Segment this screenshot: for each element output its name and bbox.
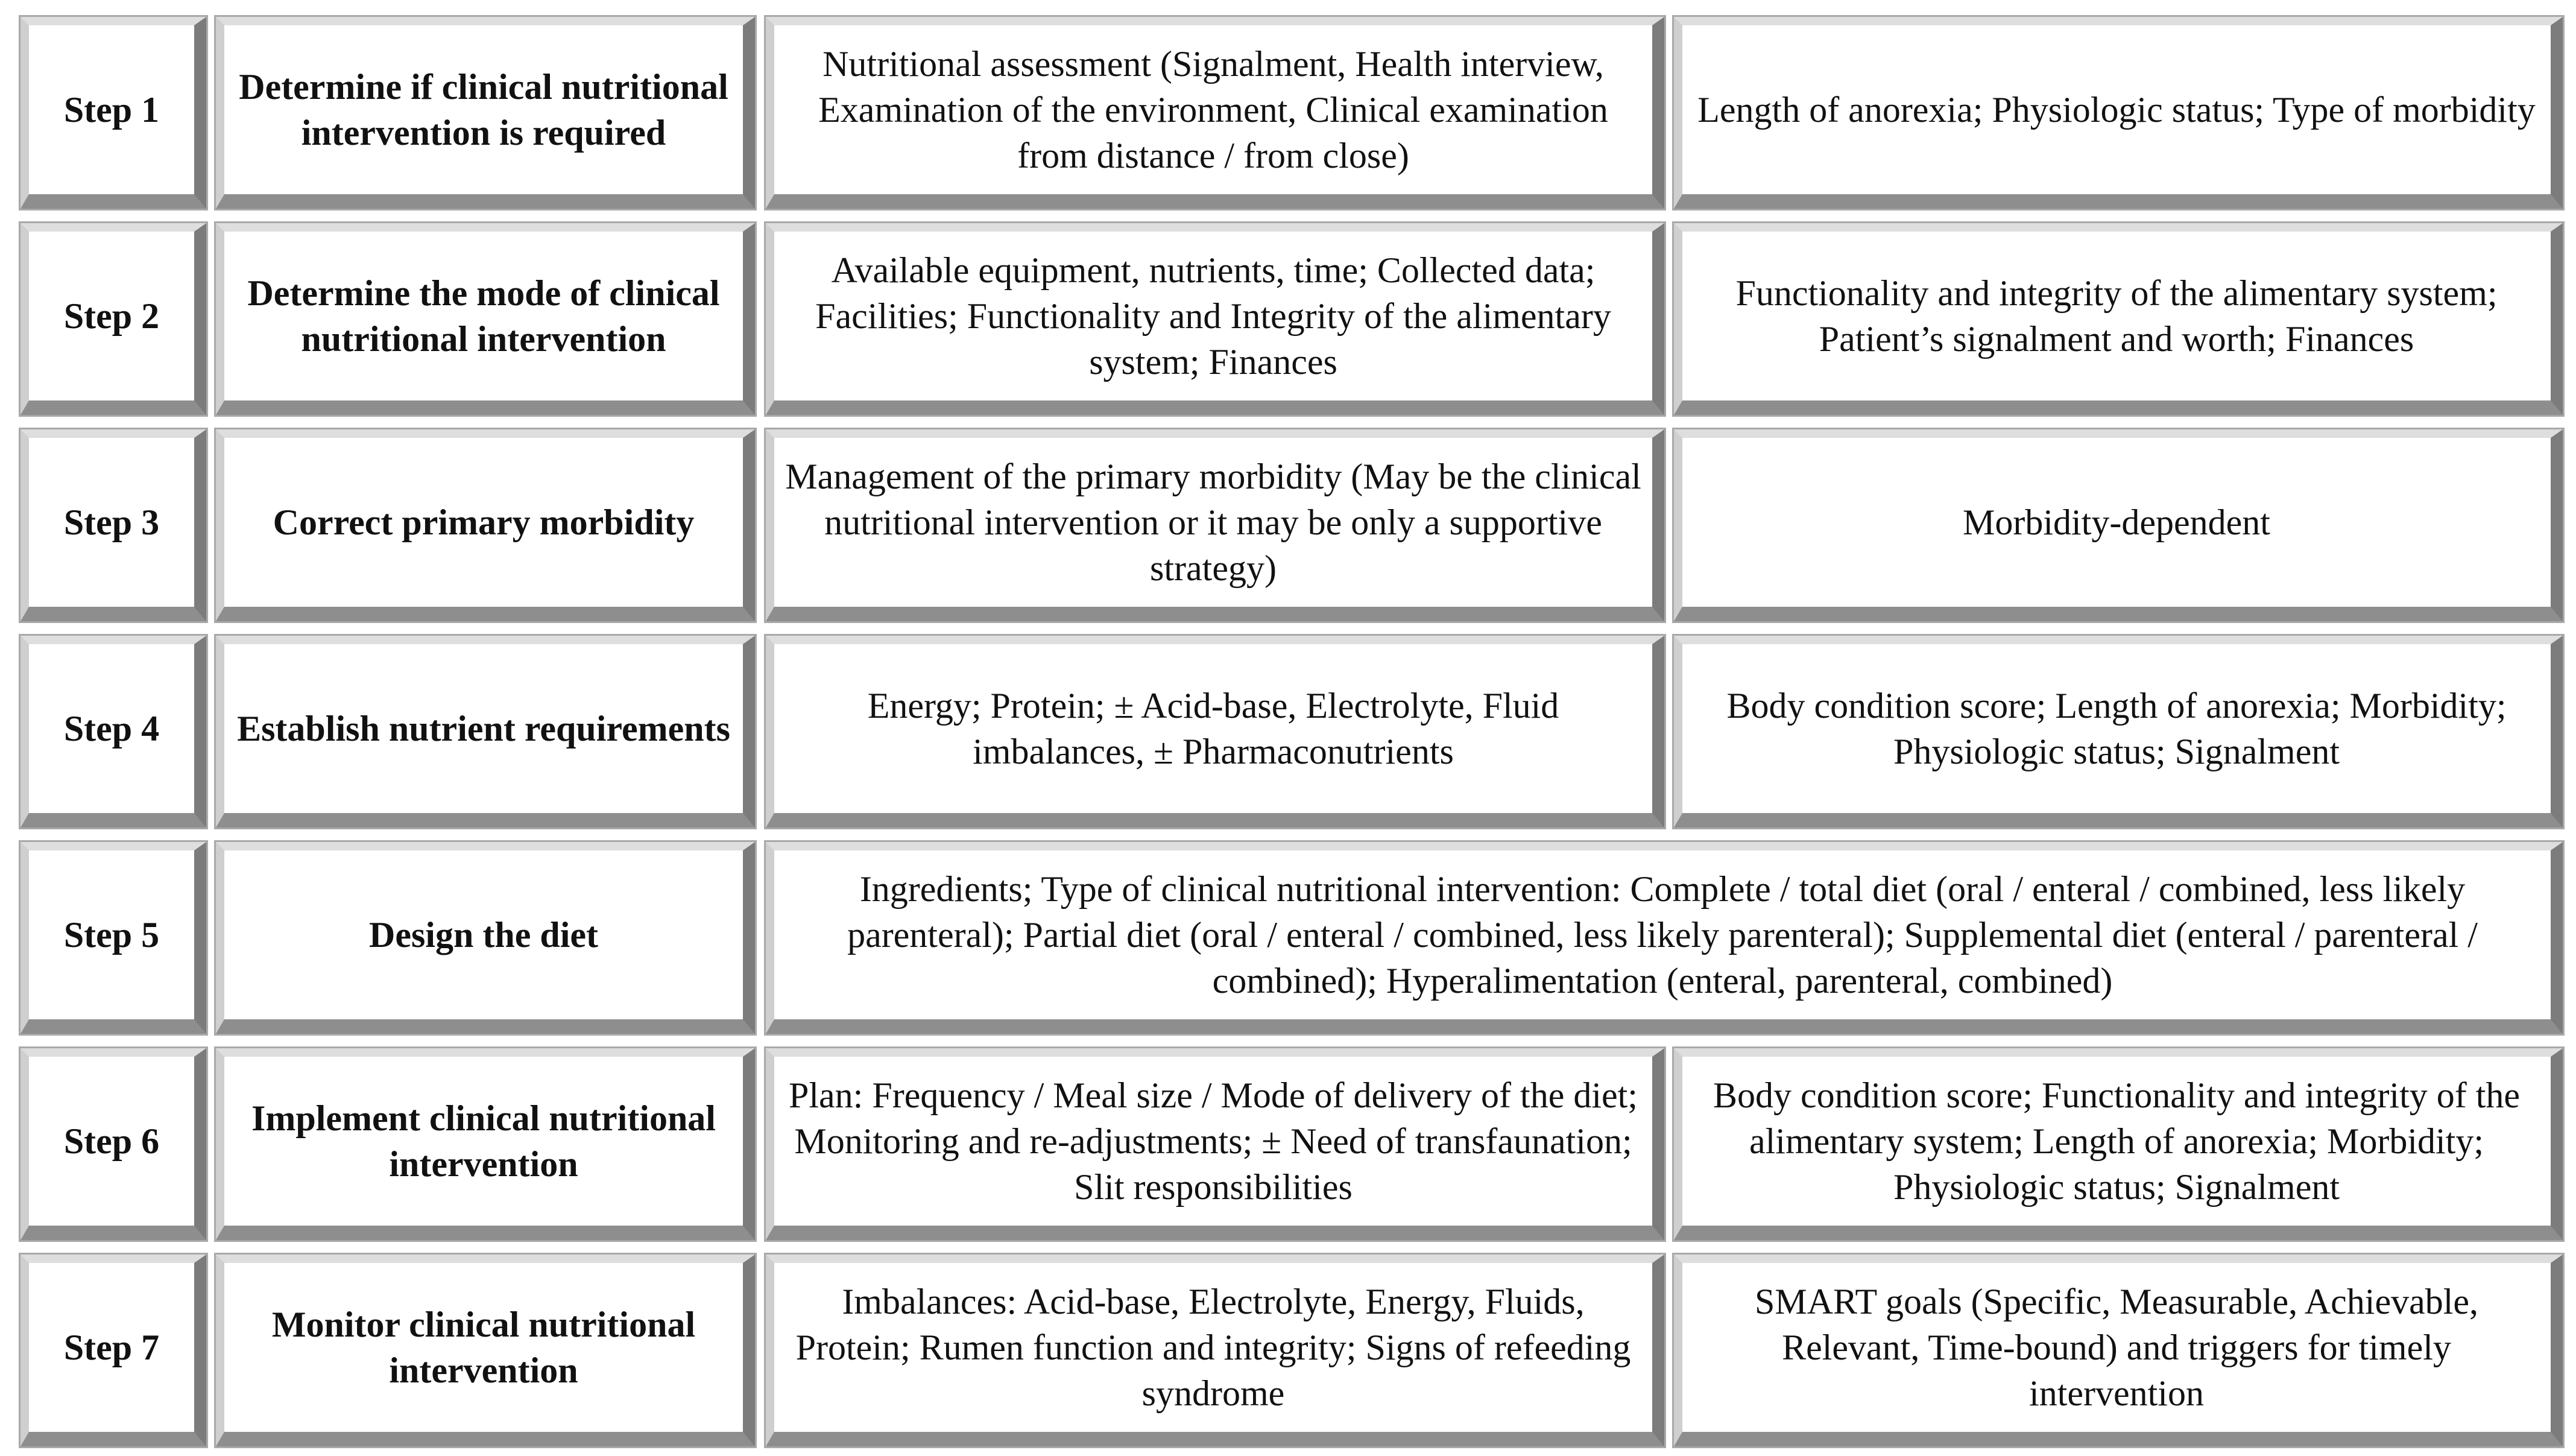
step-action-box bbox=[216, 17, 755, 209]
step-factors: Length of anorexia; Physiologic status; Type of morbidity bbox=[1697, 90, 2536, 130]
step-row-5 bbox=[0, 842, 2576, 1034]
step-action: Determine if clinical nutritional intervention is required bbox=[239, 67, 728, 153]
step-action: Determine the mode of clinical nutritional intervention bbox=[247, 273, 720, 359]
step-factors-box bbox=[1674, 223, 2563, 415]
step-factors-box bbox=[1674, 636, 2563, 828]
step-considerations-box bbox=[766, 429, 1664, 621]
step-row-3 bbox=[0, 429, 2576, 621]
step-label-box bbox=[21, 17, 206, 209]
step-action: Monitor clinical nutritional intervention bbox=[271, 1305, 696, 1390]
step-action: Design the diet bbox=[369, 915, 598, 955]
step-row-6 bbox=[0, 1048, 2576, 1240]
step-action-box bbox=[216, 1048, 755, 1240]
step-label: Step 2 bbox=[63, 296, 160, 336]
step-label: Step 7 bbox=[63, 1328, 160, 1367]
step-considerations: Energy; Protein; ± Acid-base, Electrolyte, Fluid imbalances, ± Pharmaconutrients bbox=[867, 686, 1559, 771]
step-row-4 bbox=[0, 636, 2576, 828]
step-considerations-box bbox=[766, 1255, 1664, 1446]
step-considerations: Management of the primary morbidity (May be the clinical nutritional intervention or it may be only a supportive strategy) bbox=[785, 457, 1641, 588]
step-considerations: Available equipment, nutrients, time; Collected data; Facilities; Functionality and Integrity of the alimentary system; Finances bbox=[815, 250, 1611, 382]
step-action: Correct primary morbidity bbox=[273, 502, 695, 542]
step-details-box bbox=[766, 842, 2563, 1034]
step-action: Establish nutrient requirements bbox=[237, 709, 730, 749]
step-label-box bbox=[21, 1255, 206, 1446]
step-considerations-box bbox=[766, 636, 1664, 828]
step-factors: Morbidity-dependent bbox=[1963, 502, 2270, 542]
step-action-box bbox=[216, 223, 755, 415]
step-action-box bbox=[216, 636, 755, 828]
step-label: Step 5 bbox=[63, 915, 160, 955]
step-considerations-box bbox=[766, 1048, 1664, 1240]
step-factors: Body condition score; Length of anorexia; Morbidity; Physiologic status; Signalment bbox=[1726, 686, 2507, 771]
step-label-box bbox=[21, 1048, 206, 1240]
step-action-box bbox=[216, 842, 755, 1034]
step-label: Step 3 bbox=[63, 502, 160, 542]
step-factors-box bbox=[1674, 1048, 2563, 1240]
step-factors-box bbox=[1674, 17, 2563, 209]
step-considerations: Nutritional assessment (Signalment, Health interview, Examination of the environment, Clinical examination from distance / from close) bbox=[818, 44, 1608, 176]
step-row-2 bbox=[0, 223, 2576, 415]
step-details: Ingredients; Type of clinical nutritional intervention: Complete / total diet (oral / enteral / combined, less likely parenteral); Partial diet (oral / enteral / combined, less likely parenteral); Supplemental diet (enteral / parenteral / combined); Hyperalimentation (enteral, parenteral, combined) bbox=[847, 869, 2478, 1001]
step-factors-box bbox=[1674, 1255, 2563, 1446]
step-factors: SMART goals (Specific, Measurable, Achievable, Relevant, Time-bound) and triggers for timely intervention bbox=[1755, 1282, 2478, 1413]
step-label-box bbox=[21, 636, 206, 828]
step-label: Step 4 bbox=[63, 709, 160, 749]
step-action: Implement clinical nutritional intervention bbox=[251, 1098, 716, 1184]
step-factors: Functionality and integrity of the alimentary system; Patient’s signalment and worth; Finances bbox=[1735, 273, 2498, 359]
step-label: Step 6 bbox=[63, 1121, 160, 1161]
step-label: Step 1 bbox=[63, 90, 160, 130]
step-action-box bbox=[216, 1255, 755, 1446]
step-row-7 bbox=[0, 1255, 2576, 1446]
step-considerations: Imbalances: Acid-base, Electrolyte, Energy, Fluids, Protein; Rumen function and integrity; Signs of refeeding syndrome bbox=[795, 1282, 1631, 1413]
step-label-box bbox=[21, 223, 206, 415]
step-label-box bbox=[21, 842, 206, 1034]
step-considerations-box bbox=[766, 17, 1664, 209]
step-factors-box bbox=[1674, 429, 2563, 621]
step-action-box bbox=[216, 429, 755, 621]
step-row-1 bbox=[0, 17, 2576, 209]
step-factors: Body condition score; Functionality and integrity of the alimentary system; Length of anorexia; Morbidity; Physiologic status; Signalment bbox=[1713, 1075, 2521, 1207]
step-considerations-box bbox=[766, 223, 1664, 415]
step-considerations: Plan: Frequency / Meal size / Mode of delivery of the diet; Monitoring and re-adjustments; ± Need of transfaunation; Slit responsibilities bbox=[789, 1075, 1638, 1207]
step-label-box bbox=[21, 429, 206, 621]
